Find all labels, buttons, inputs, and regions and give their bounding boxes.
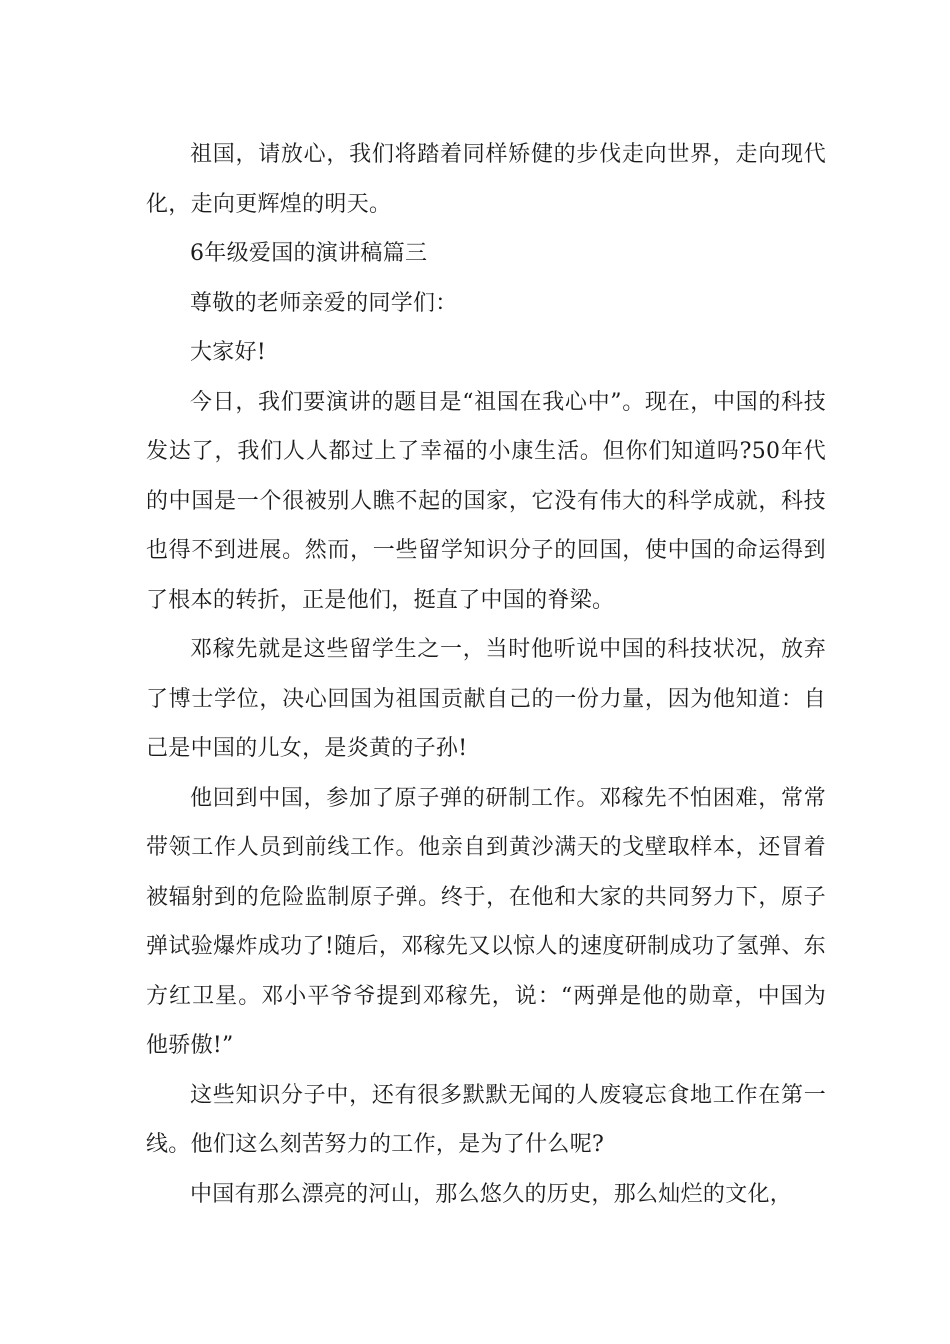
salutation: 尊敬的老师亲爱的同学们：	[190, 290, 458, 316]
section-title: 6年级爱国的演讲稿篇三	[190, 241, 428, 266]
paragraph-intro: 今日，我们要演讲的题目是“祖国在我心中”。现在，中国的科技发达了，我们人人都过上了幸福的小康生活。但你们知道吗?50年代的中国是一个很被别人瞧不起的国家，它没有伟大的科学成就，科技也得不到进展。然而，一些留学知识分子的回国，使中国的命运得到了根本的转折，正是他们，挺直了中国的脊梁。	[146, 389, 826, 613]
paragraph-intellectuals: 这些知识分子中，还有很多默默无闻的人废寝忘食地工作在第一线。他们这么刻苦努力的工作，是为了什么呢?	[146, 1082, 826, 1157]
paragraph-china: 中国有那么漂亮的河山，那么悠久的历史，那么灿烂的文化，	[190, 1181, 793, 1207]
document-body	[146, 130, 826, 1219]
paragraph-closing: 祖国，请放心，我们将踏着同样矫健的步伐走向世界，走向现代化，走向更辉煌的明天。	[146, 142, 826, 217]
paragraph-deng-work: 他回到中国，参加了原子弹的研制工作。邓稼先不怕困难，常常带领工作人员到前线工作。他亲自到黄沙满天的戈壁取样本，还冒着被辐射到的危险监制原子弹。终于，在他和大家的共同努力下，原子弹试验爆炸成功了!随后，邓稼先又以惊人的速度研制成功了氢弹、东方红卫星。邓小平爷爷提到邓稼先，说：“两弹是他的勋章，中国为他骄傲!”	[146, 785, 826, 1058]
paragraph-deng-return: 邓稼先就是这些留学生之一，当时他听说中国的科技状况，放弃了博士学位，决心回国为祖国贡献自己的一份力量，因为他知道：自己是中国的儿女，是炎黄的子孙!	[146, 637, 826, 761]
greeting: 大家好!	[190, 340, 267, 365]
